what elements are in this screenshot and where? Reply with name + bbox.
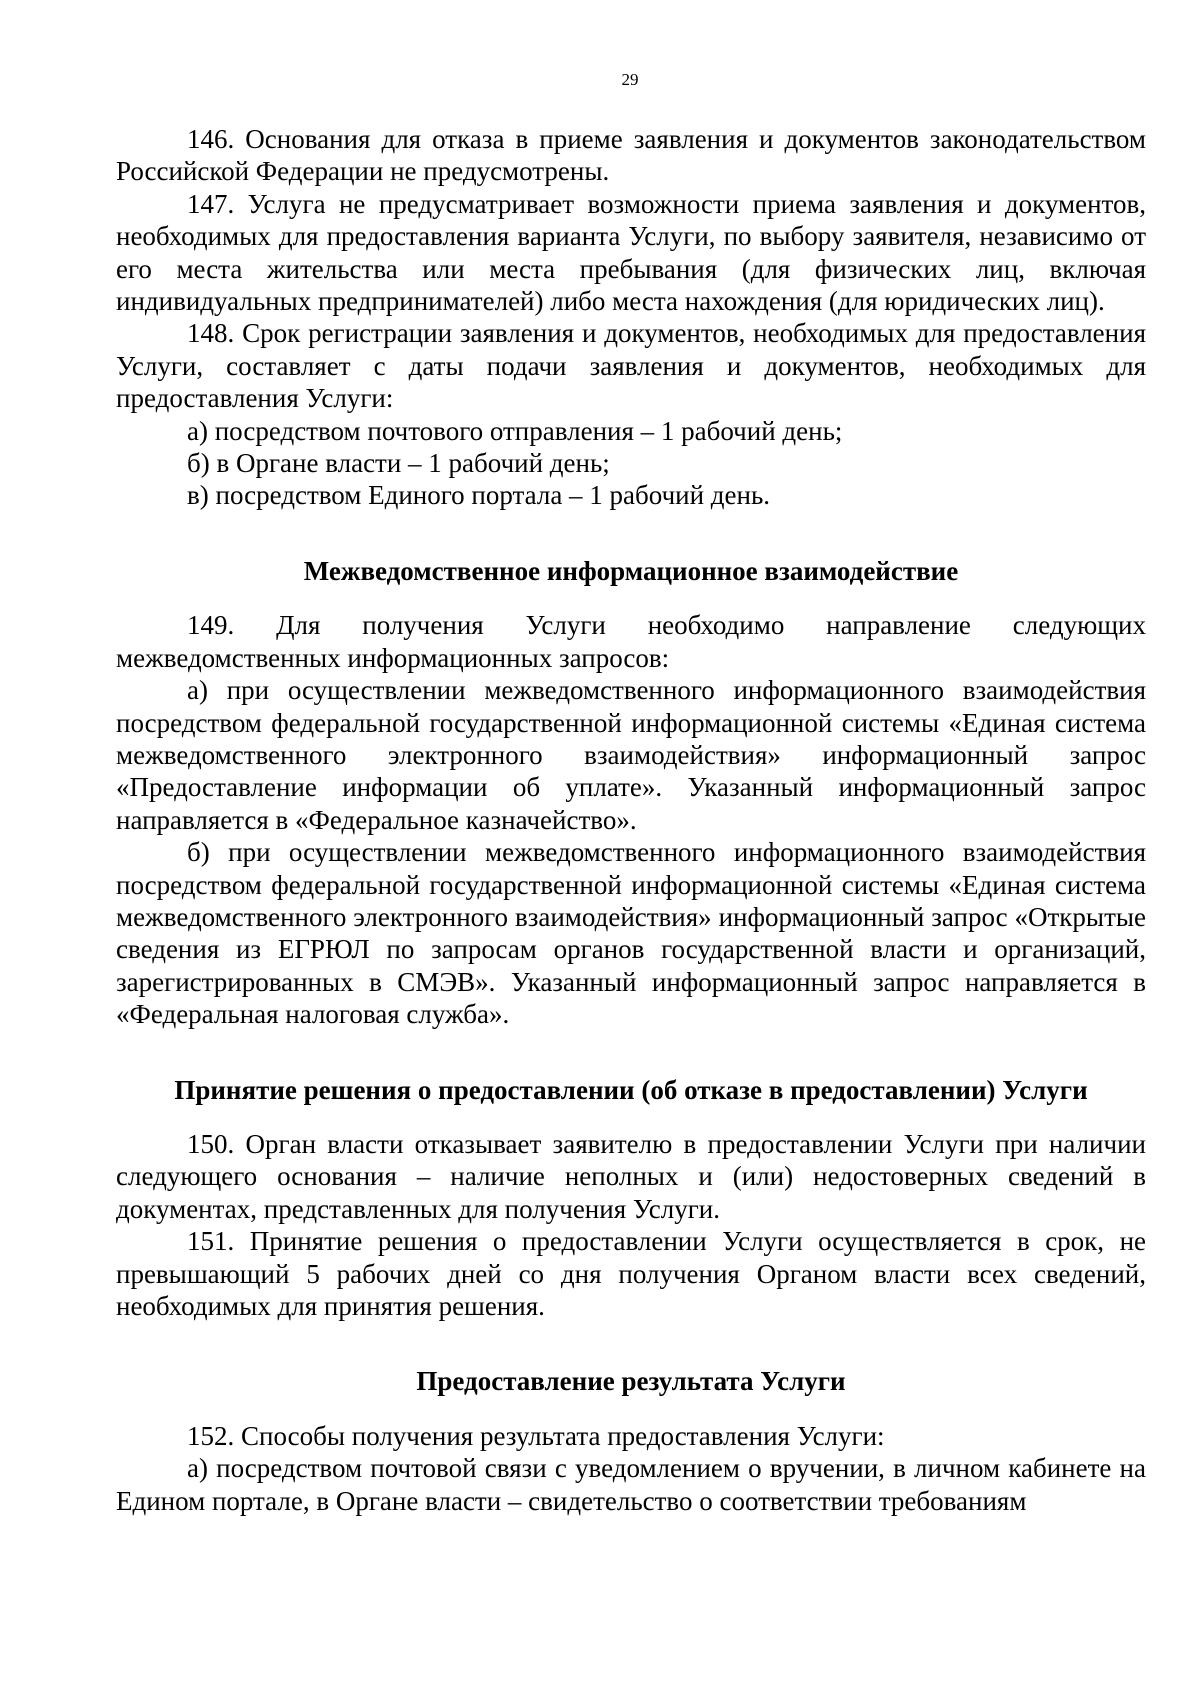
section-spacer (116, 1398, 1146, 1420)
paragraph: 150. Орган власти отказывает заявителю в предоставлении Услуги при наличии следующего основания – наличие неполных и (или) недостоверных сведений в документах, представленных для получения Услуги. (116, 1128, 1146, 1224)
paragraph: 152. Способы получения результата предоставления Услуги: (187, 1420, 885, 1451)
paragraph: 147. Услуга не предусматривает возможности приема заявления и документов, необходимых для предоставления варианта Услуги, по выбору заявителя, независимо от его места жительства или места пребывания (для физических лиц, включая индивидуальных предпринимателей) либо места нахождения (для юридических лиц). (116, 188, 1146, 317)
section-heading: Принятие решения о предоставлении (об отказе в предоставлении) Услуги (174, 1074, 1088, 1105)
section-spacer (116, 1106, 1146, 1128)
section-spacer (116, 587, 1146, 609)
list-item: в) посредством Единого портала – 1 рабочий день. (187, 480, 771, 511)
paragraph: б) при осуществлении межведомственного информационного взаимодействия посредством федеральной государственной информационной системы «Единая система межведомственного электронного взаимодействия» информационный запрос «Открытые сведения из ЕГРЮЛ по запросам органов государственной власти и организаций, зарегистрированных в СМЭВ». Указанный информационный запрос направляется в «Федеральная налоговая служба». (116, 837, 1146, 1030)
paragraph: 148. Срок регистрации заявления и документов, необходимых для предоставления Услуги, составляет с даты подачи заявления и документов, необходимых для предоставления Услуги: (116, 318, 1146, 414)
section-spacer (116, 1322, 1146, 1365)
paragraph: 149. Для получения Услуги необходимо направление следующих межведомственных информационных запросов: (116, 610, 1146, 673)
page-number: 29 (621, 70, 639, 89)
document-body (116, 123, 1146, 1517)
section-spacer (116, 1031, 1146, 1074)
paragraph: а) посредством почтовой связи с уведомлением о вручении, в личном кабинете на Едином портале, в Органе власти – свидетельство о соответствии требованиям (116, 1453, 1146, 1516)
paragraph: а) при осуществлении межведомственного информационного взаимодействия посредством федеральной государственной информационной системы «Единая система межведомственного электронного взаимодействия» информационный запрос «Предоставление информации об уплате». Указанный информационный запрос направляется в «Федеральное казначейство». (116, 675, 1146, 835)
paragraph: 151. Принятие решения о предоставлении Услуги осуществляется в срок, не превышающий 5 рабочих дней со дня получения Органом власти всех сведений, необходимых для принятия решения. (116, 1226, 1146, 1321)
section-heading: Межведомственное информационное взаимодействие (303, 555, 959, 586)
list-item: б) в Органе власти – 1 рабочий день; (187, 448, 610, 479)
list-item: а) посредством почтового отправления – 1 рабочий день; (187, 415, 843, 446)
section-heading: Предоставление результата Услуги (416, 1366, 846, 1397)
section-spacer (116, 512, 1146, 555)
paragraph: 146. Основания для отказа в приеме заявления и документов законодательством Российской Федерации не предусмотрены. (116, 124, 1146, 187)
